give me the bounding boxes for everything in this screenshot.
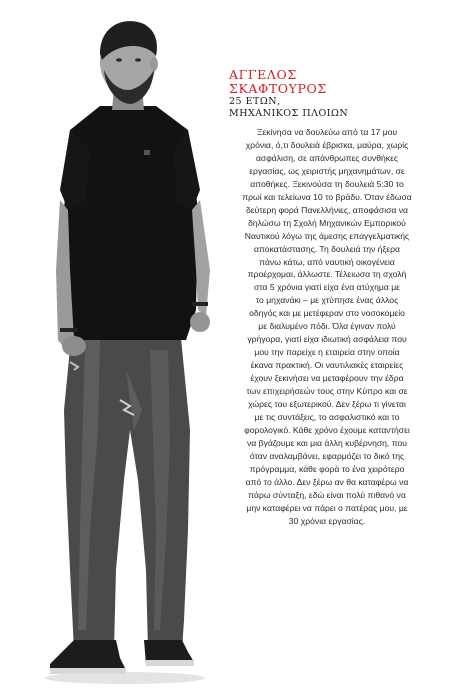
person-name — [229, 68, 429, 96]
story-line: αποκατάστασης. Τη δουλειά την ήξερα — [254, 243, 400, 254]
story-line: προέρχομαι, άλλωστε. Τέλειωσα τη σχολή — [247, 269, 407, 280]
story-line: πρόγραμμα, κάθε φορά το ένα χειρότερο — [249, 463, 405, 474]
story-line: χώρες του εξωτερικού. Δεν ξέρω τι γίνεται — [248, 399, 406, 410]
name-first: ΑΓΓΕΛΟΣ — [229, 67, 297, 82]
story-line: οδηγός και με μετέφεραν στο νοσοκομείο — [249, 308, 405, 319]
story-line: με τις συντάξεις, το ασφαλιστικό και το — [254, 411, 400, 422]
person-age: 25 ΕΤΩΝ, — [229, 96, 281, 107]
story-line: δεύτερη φορά Πανελλήνιες, αποφάσισα να — [245, 204, 409, 215]
story-line: όταν αναλαμβάνει, εφαρμόζει το δικό της — [249, 450, 405, 461]
story-line: από το άλλο. Δεν ξέρω αν θα καταφέρω να — [245, 476, 409, 487]
story-line: πάνω κάτω, από ναυτική οικογένεια — [259, 256, 395, 267]
story-line: στα 5 χρόνια γιατί είχα ένα ατύχημα με — [253, 282, 400, 293]
portrait-photo — [30, 10, 230, 690]
story-line: γρήγορα, γιατί είχα ιδιωτική ασφάλεια που — [247, 334, 407, 345]
story-line: Ξεκίνησα να δουλεύω από τα 17 μου — [256, 127, 398, 137]
story-line: των επιχειρήσεών τους στην Κύπρο και σε — [246, 386, 408, 397]
story-line: έκανα πρακτική. Οι ναυτιλιακές εταιρείες — [250, 360, 404, 371]
name-last: ΣΚΑΦΤΟΥΡΟΣ — [229, 81, 327, 96]
story-line: πάρω σύνταξη, εδώ είναι πολύ πιθανό να — [248, 489, 406, 500]
story-text — [214, 126, 440, 528]
story-line: δηλώσω τη Σχολή Μηχανικών Εμπορικού — [248, 217, 406, 228]
story-line: με διαλυμένο πόδι. Όλα έγιναν πολύ — [258, 321, 396, 332]
story-line: το μηχανάκι – με χτύπησε ένας άλλος — [255, 295, 399, 306]
person-details — [229, 96, 429, 120]
story-line: Ναυτικού λόγω της άμεσης επαγγελματικής — [244, 230, 410, 241]
story-line: 30 χρόνια εργασίας. — [288, 515, 366, 526]
person-occupation: ΜΗΧΑΝΙΚΟΣ ΠΛΟΙΩΝ — [229, 108, 349, 119]
story-line: εργασίας, ως χειριστής μηχανημάτων, σε — [249, 165, 405, 176]
story-line: να βγάζουμε και μια άλλη κυβέρνηση, που — [246, 437, 407, 448]
story-line: ασφάλιση, σε απάνθρωπες συνθήκες — [255, 152, 399, 163]
story-line: φορολογικό. Κάθε χρόνο έχουμε καταντήσει — [244, 424, 410, 435]
story-line: πρωί και τελείωνα 10 το βράδυ. Όταν έδωσα — [242, 191, 412, 202]
story-line: χρόνια, ό,τι δουλειά έβρισκα, μαύρα, χωρίς — [245, 139, 409, 150]
story-line: έχουν ξεκινήσει να μεταφέρουν την έδρα — [250, 373, 404, 384]
story-line: αποθήκες. Ξεκινούσα τη δουλειά 5:30 το — [250, 178, 404, 189]
story-line: μου την παρείχε η εταιρεία στην οποία — [254, 347, 400, 358]
story-line: μην καταφέρει να πάρει ο πατέρας μου, με — [246, 502, 408, 513]
